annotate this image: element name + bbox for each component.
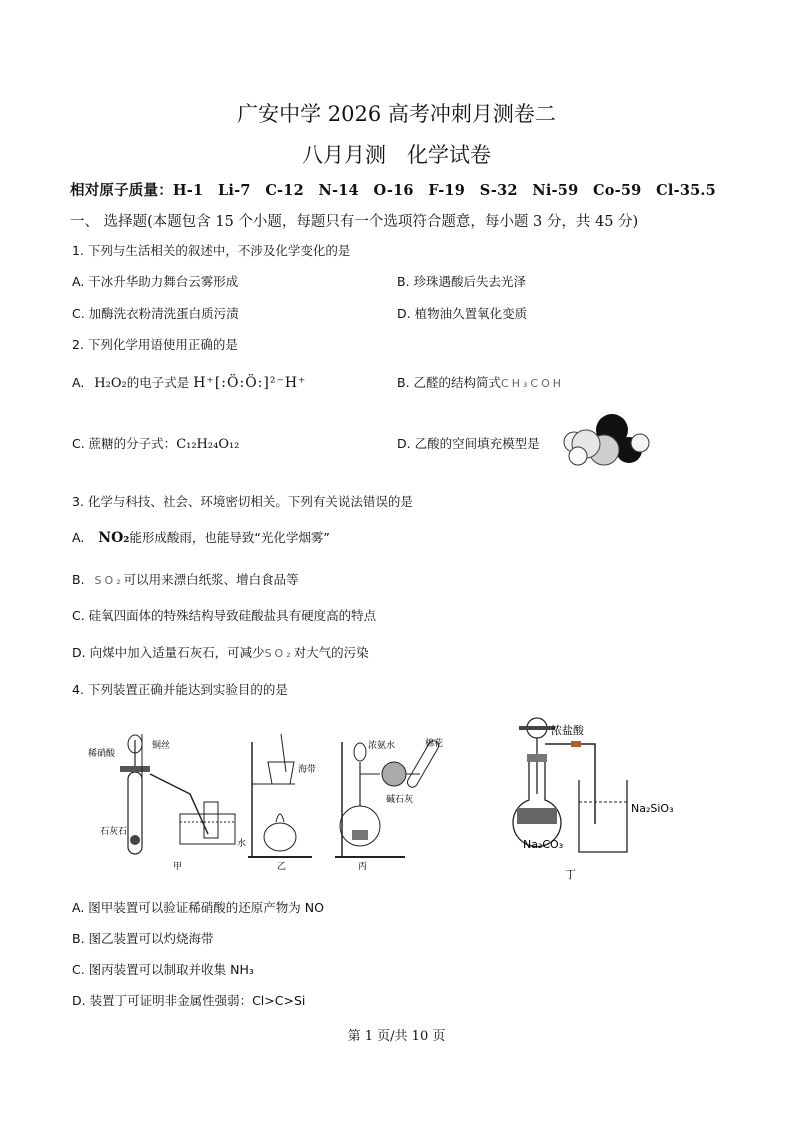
q2-option-b-text: B. 乙醛的结构简式 <box>397 375 502 390</box>
label-copper-wire: 铜丝 <box>152 741 171 751</box>
q3-option-d-text: D. 向煤中加入适量石灰石，可减少 <box>72 645 265 660</box>
funnel-stopcock <box>519 726 555 730</box>
q1-option-b: B. 珍珠遇酸后失去光泽 <box>397 274 527 289</box>
q1-option-a: A. 干冰升华助力舞台云雾形成 <box>72 274 239 289</box>
question-1-stem: 1. 下列与生活相关的叙述中，不涉及化学变化的是 <box>72 243 351 258</box>
label-soda-lime: 碱石灰 <box>386 795 414 805</box>
stopper <box>120 766 150 772</box>
exam-subtitle: 八月月测 化学试卷 <box>302 143 491 167</box>
q4-option-a: A. 图甲装置可以验证稀硝酸的还原产物为 NO <box>72 900 324 915</box>
question-2-stem: 2. 下列化学用语使用正确的是 <box>72 337 238 352</box>
label-na2sio3: Na₂SiO₃ <box>631 802 674 815</box>
electron-dot-formula: H⁺[:Ö:Ö:]²⁻H⁺ <box>193 375 307 391</box>
label-na2co3: Na₂CO₃ <box>523 838 564 851</box>
q4-option-d: D. 装置丁可证明非金属性强弱：Cl>C>Si <box>72 993 306 1008</box>
flask-contents <box>352 830 368 840</box>
label-ding: 丁 <box>565 868 576 881</box>
q2-option-c-text: C. 蔗糖的分子式： <box>72 436 177 451</box>
alcohol-lamp <box>264 823 296 851</box>
label-kelp: 海带 <box>298 765 317 775</box>
q1-option-c: C. 加酶洗衣粉清洗蛋白质污渍 <box>72 306 239 321</box>
label-limestone: 石灰石 <box>100 827 128 837</box>
q3-option-d-tail: 对大气的污染 <box>293 645 369 660</box>
apparatus-figure-ding <box>505 712 705 882</box>
so2-formula-d: SO₂ <box>264 647 294 660</box>
no2-formula: NO₂ <box>98 530 130 546</box>
label-yi: 乙 <box>277 862 287 872</box>
acetic-acid-model-image <box>560 406 652 472</box>
sucrose-formula: C₁₂H₂₄O₁₂ <box>176 437 240 452</box>
question-3-stem: 3. 化学与科技、社会、环境密切相关。下列有关说法错误的是 <box>72 494 413 509</box>
page-footer: 第 1 页/共 10 页 <box>347 1029 446 1044</box>
q3-option-b <box>72 570 299 588</box>
label-water: 水 <box>237 839 247 849</box>
label-conc-ammonia: 浓氨水 <box>368 741 396 751</box>
dropping-funnel <box>354 743 366 761</box>
q2-option-a-letter: A. <box>72 375 85 390</box>
q3-option-a-text: 能形成酸雨，也能导致“光化学烟雾” <box>129 530 330 545</box>
q2-option-c <box>72 434 239 452</box>
drying-tube <box>382 762 406 786</box>
trough <box>180 814 235 844</box>
label-cotton: 棉花 <box>425 739 444 749</box>
label-conc-hcl: 浓盐酸 <box>551 724 584 737</box>
rubber-tube <box>571 741 581 747</box>
label-dilute-nitric-acid: 稀硝酸 <box>88 749 116 759</box>
q3-option-c: C. 硅氧四面体的特殊结构导致硅酸盐具有硬度高的特点 <box>72 608 377 623</box>
q2-option-a-text: 的电子式是 <box>126 375 190 390</box>
q2-option-d: D. 乙酸的空间填充模型是 <box>397 436 540 451</box>
q2-option-b <box>397 373 564 391</box>
q4-option-b: B. 图乙装置可以灼烧海带 <box>72 931 214 946</box>
q3-option-d <box>72 643 369 661</box>
section-heading: 一、 选择题(本题包含 15 个小题，每题只有一个选项符合题意，每小题 3 分，共 45 分) <box>70 214 639 230</box>
hydrogen-atom-right <box>631 434 649 452</box>
limestone <box>130 835 140 845</box>
hydrogen-atom-bottom <box>569 447 587 465</box>
na2co3-solid <box>517 808 557 824</box>
q1-option-d: D. 植物油久置氧化变质 <box>397 306 528 321</box>
label-jia: 甲 <box>173 862 183 872</box>
label-bing: 丙 <box>358 862 368 872</box>
q3-option-a <box>72 528 330 546</box>
so2-formula-b: SO₂ <box>94 574 124 587</box>
q2-option-a <box>72 373 306 391</box>
beaker-yi <box>268 762 294 784</box>
stopper-ding <box>527 754 547 762</box>
q3-option-a-letter: A. <box>72 530 85 545</box>
exam-title: 广安中学 2026 高考冲刺月测卷二 <box>237 102 556 126</box>
acetaldehyde-formula: CH₃COH <box>501 377 565 390</box>
delivery-tube <box>150 774 208 834</box>
beaker-ding <box>579 780 627 852</box>
glass-rod <box>281 734 286 772</box>
collecting-tube <box>204 802 218 838</box>
flame <box>276 814 284 822</box>
apparatus-figure-jia-yi-bing <box>80 722 460 874</box>
q4-option-c: C. 图丙装置可以制取并收集 NH₃ <box>72 962 254 977</box>
q3-option-b-text: 可以用来漂白纸浆、增白食品等 <box>123 572 299 587</box>
atomic-masses: 相对原子质量：H-1 Li-7 C-12 N-14 O-16 F-19 S-32 Ni-59 Co-59 Cl-35.5 <box>70 182 716 199</box>
h2o2-formula: H₂O₂ <box>94 376 127 391</box>
question-4-stem: 4. 下列装置正确并能达到实验目的的是 <box>72 682 288 697</box>
q3-option-b-letter: B. <box>72 572 85 587</box>
